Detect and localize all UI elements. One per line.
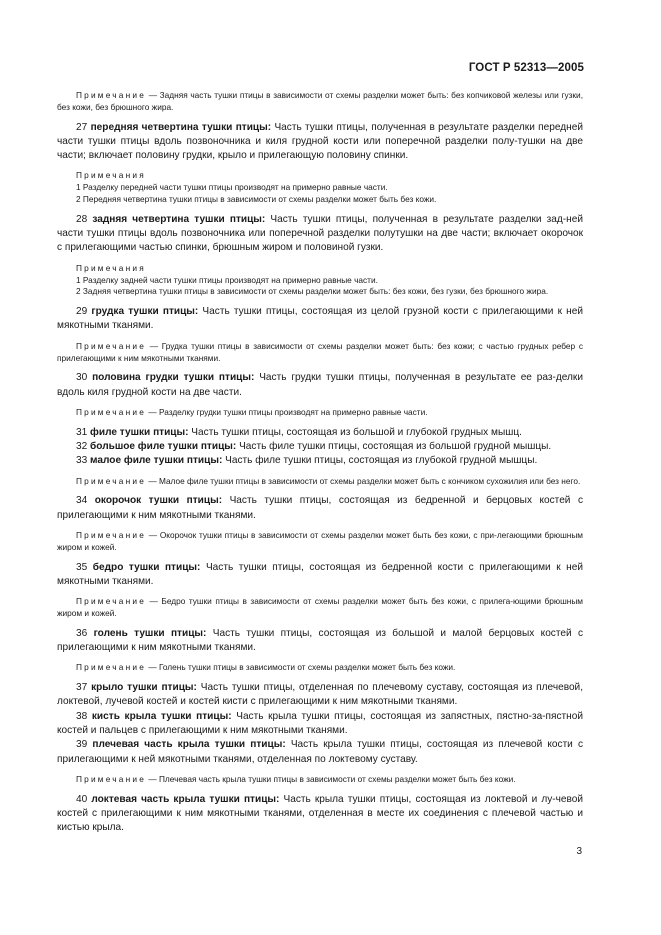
term-number: 38 (76, 710, 88, 722)
term-name: окорочок тушки птицы: (94, 495, 223, 507)
note-item: 1 Разделку передней части тушки птицы производят на примерно равные части. (76, 182, 388, 193)
term-entry (57, 213, 583, 256)
term-definition: Часть крыла тушки птицы, состоящая из запястных, пястно-за-пястной костей и пальцев с прилегающими к ним мякотными тканями. (57, 710, 583, 737)
term-definition: Часть тушки птицы, состоящая из большой и малой берцовых костей с прилегающими к ним мякотными тканями. (57, 627, 584, 654)
document-body (57, 90, 583, 836)
note-item: 1 Разделку задней части тушки птицы производят на примерно равные части. (76, 274, 378, 285)
note (57, 90, 583, 114)
term-definition: Часть тушки птицы, отделенная по плечевому суставу, состоящая из плечевой, локтевой, лучевой костей и костей кисти с прилегающими к ним мякотными тканями. (57, 682, 583, 708)
note-text: — Грудка тушки птицы в зависимости от схемы разделки может быть: без кожи; с частью грудных ребер с прилегающими к ним мякотными тканями. (57, 340, 583, 363)
term-entry (57, 494, 583, 523)
note-text: — Голень тушки птицы в зависимости от схемы разделки может быть без кожи. (146, 662, 456, 673)
term-entry (57, 561, 583, 590)
note (57, 774, 583, 786)
term-entry (57, 627, 583, 656)
note (57, 476, 583, 488)
note-item: 2 Передняя четвертина тушки птицы в зависимости от схемы разделки может быть без кожи. (76, 194, 437, 205)
term-name: голень тушки птицы: (93, 627, 207, 639)
term-definition: Часть крыла тушки птицы, состоящая из плечевой кости с прилегающими к ней мякотными тканями, отделенная по локтевому суставу. (57, 739, 584, 765)
term-definition: Часть тушки птицы, состоящая из бедренной кости с прилегающими к ней мякотными тканями. (57, 561, 584, 587)
term-number: 27 (76, 121, 88, 133)
term-definition: Часть тушки птицы, состоящая из большой и глубокой грудных мышц. (188, 426, 522, 438)
term-entry (57, 305, 583, 334)
term-number: 31 (76, 426, 88, 438)
term-name: передняя четвертина тушки птицы: (90, 121, 272, 133)
term-definition: Часть тушки птицы, состоящая из бедренной и берцовых костей с прилегающими к ним мякотными тканями. (57, 495, 583, 521)
term-entry (57, 371, 583, 400)
note-label: Примечание (76, 773, 147, 784)
notes-label: Примечания (76, 262, 146, 273)
term-name: большое филе тушки птицы: (90, 441, 237, 453)
term-name: крыло тушки птицы: (91, 682, 197, 694)
term-definition: Часть тушки птицы, полученная в результате разделки передней части тушки птицы вдоль позвоночника и киля грудной кости или поперечной разделки полу-тушки на две части; включает половину грудки, крыло и прилегающую половину спинки. (57, 121, 583, 162)
term-number: 37 (76, 682, 88, 694)
page-number: 3 (576, 846, 582, 857)
term-name: малое филе тушки птицы: (90, 455, 223, 467)
note-text: — Разделку грудки тушки птицы производят на примерно равные части. (146, 406, 428, 417)
term-name: бедро тушки птицы: (92, 561, 201, 573)
note-item: 2 Задняя четвертина тушки птицы в зависимости от схемы разделки может быть: без кожи, без гузки, без брюшного жира. (76, 286, 549, 297)
note-label: Примечание (76, 340, 147, 351)
note (57, 407, 583, 419)
term-entry (57, 426, 583, 440)
term-number: 40 (76, 793, 88, 805)
standard-designation: ГОСТ Р 52313—2005 (468, 62, 584, 74)
term-entry (57, 793, 583, 836)
note-label: Примечание (76, 530, 147, 541)
term-entry (57, 738, 583, 767)
term-name: половина грудки тушки птицы: (92, 372, 255, 384)
note-label: Примечание (76, 90, 147, 100)
term-definition: Часть тушки птицы, состоящая из целой грузной кости с прилегающими к ней мякотными тканями. (57, 306, 583, 332)
notes-block (57, 263, 583, 298)
note (57, 341, 583, 365)
note-text: — Окорочок тушки птицы в зависимости от схемы разделки может быть без кожи, с при-легающими брюшным жиром и кожей. (57, 530, 583, 552)
note-text: — Малое филе тушки птицы в зависимости от схемы разделки может быть с кончиком сухожилия или без него. (146, 475, 581, 486)
term-entry (57, 121, 583, 164)
term-definition: Часть филе тушки птицы, состоящая из глубокой грудной мышцы. (222, 455, 538, 467)
term-name: филе тушки птицы: (90, 426, 189, 438)
note-text: — Задняя часть тушки птицы в зависимости от схемы разделки может быть: без копчиковой железы или гузки, без кожи, без брюшного жира. (57, 90, 583, 112)
note (57, 662, 583, 674)
notes-block (57, 170, 583, 205)
term-number: 33 (76, 455, 88, 467)
term-number: 32 (76, 441, 88, 453)
term-definition: Часть филе тушки птицы, состоящая из большой грудной мышцы. (236, 441, 552, 453)
term-definition: Часть крыла тушки птицы, состоящая из локтевой и лу-чевой костей с прилегающими к ним мякотными тканями, отделенная в месте их соединения с плечевой частью и кистью крыла. (57, 793, 583, 834)
term-name: кисть крыла тушки птицы: (91, 710, 232, 722)
term-name: плечевая часть крыла тушки птицы: (92, 739, 286, 751)
note-label: Примечание (76, 596, 147, 607)
term-entry (57, 681, 583, 710)
term-name: задняя четвертина тушки птицы: (92, 213, 266, 225)
term-number: 36 (76, 627, 88, 639)
note-text: — Плечевая часть крыла тушки птицы в зависимости от схемы разделки может быть без кожи. (146, 773, 516, 784)
term-definition: Часть тушки птицы, полученная в результате разделки зад-ней части тушки птицы вдоль позвоночника или поперечной разделки полутушки на две части; включает окорочок с прилегающими частью спинки, брюшным жиром и половиной гузки. (57, 213, 583, 254)
term-definition: Часть грудки тушки птицы, полученная в результате ее раз-делки вдоль киля грудной кости на две части. (57, 372, 583, 398)
term-number: 30 (76, 372, 88, 384)
note (57, 530, 583, 554)
term-entry (57, 710, 583, 739)
term-number: 28 (76, 213, 88, 225)
note (57, 596, 583, 620)
notes-label: Примечания (76, 170, 146, 181)
term-number: 34 (76, 495, 88, 507)
note-label: Примечание (76, 475, 147, 486)
note-label: Примечание (76, 662, 147, 673)
term-name: локтевая часть крыла тушки птицы: (91, 793, 280, 805)
term-number: 35 (76, 561, 88, 573)
note-label: Примечание (76, 406, 147, 417)
term-entry (57, 440, 583, 454)
term-number: 39 (76, 739, 88, 751)
note-text: — Бедро тушки птицы в зависимости от схемы разделки может быть без кожи, с прилега-ющими брюшным жиром и кожей. (57, 596, 583, 618)
term-number: 29 (76, 306, 88, 318)
term-entry (57, 454, 583, 468)
term-name: грудка тушки птицы: (91, 306, 199, 318)
